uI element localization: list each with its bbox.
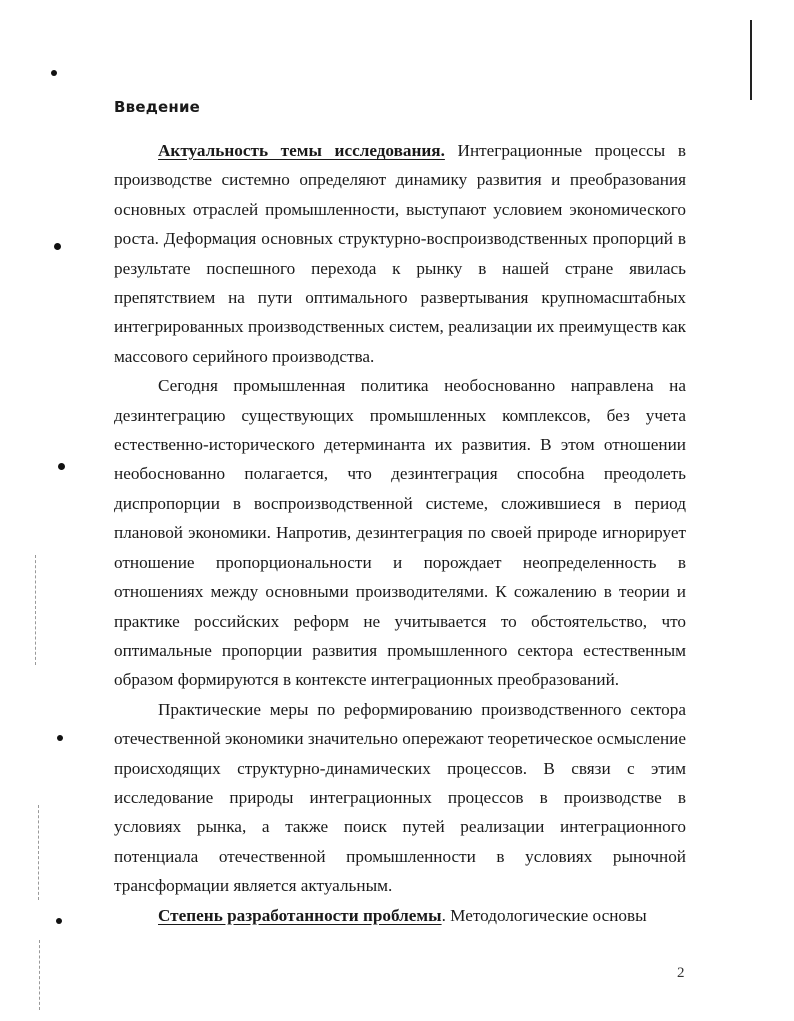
body-text xyxy=(114,136,686,930)
paragraph xyxy=(114,901,686,930)
paragraph xyxy=(114,371,686,694)
binding-hole-mark xyxy=(54,243,61,250)
paragraph-text: Практические меры по реформированию производственного сектора отечественной экономики значительно опережают теоретическое осмысление происходящих структурно-динамических процессов. В связи с этим исследование природы интеграционных процессов в производстве в условиях рынка, а также поиск путей реализации интеграционного потенциала отечественной промышленности в условиях рыночной трансформации является актуальным. xyxy=(114,699,686,896)
binding-hole-mark xyxy=(51,70,57,76)
paragraph xyxy=(114,695,686,901)
paragraph xyxy=(114,136,686,371)
margin-scan-line xyxy=(38,805,39,900)
paragraph-lead: Степень разработанности проблемы xyxy=(158,905,442,925)
section-heading: Введение xyxy=(114,98,201,116)
paragraph-text: Сегодня промышленная политика необоснованно направлена на дезинтеграцию существующих промышленных комплексов, без учета естественно-исторического детерминанта их развития. В этом отношении необоснованно полагается, что дезинтеграция способна преодолеть диспропорции в воспроизводственной системе, сложившиеся в период плановой экономики. Напротив, дезинтеграция по своей природе игнорирует отношение пропорциональности и порождает неопределенность в отношениях между основными производителями. К сожалению в теории и практике российских реформ не учитывается то обстоятельство, что оптимальные пропорции развития промышленного сектора естественным образом формируются в контексте интеграционных преобразований. xyxy=(114,376,686,690)
paragraph-lead: Актуальность темы исследования. xyxy=(158,141,445,160)
binding-hole-mark xyxy=(57,735,63,741)
margin-scan-line xyxy=(35,555,36,665)
paragraph-text: Интеграционные процессы в производстве системно определяют динамику развития и преобразования основных отраслей промышленности, выступают условием экономического роста. Деформация основных структурно-воспроизводственных пропорций в результате поспешного перехода к рынку в нашей стране явилась препятствием на пути оптимального развертывания крупномасштабных интегрированных производственных систем, реализации их преимуществ как массового серийного производства. xyxy=(114,141,686,366)
binding-hole-mark xyxy=(58,463,65,470)
scan-edge-line xyxy=(750,20,752,100)
page-number: 2 xyxy=(677,965,685,981)
binding-hole-mark xyxy=(56,918,62,924)
paragraph-text: . Методологические основы xyxy=(441,905,647,925)
margin-scan-line xyxy=(39,940,40,1010)
